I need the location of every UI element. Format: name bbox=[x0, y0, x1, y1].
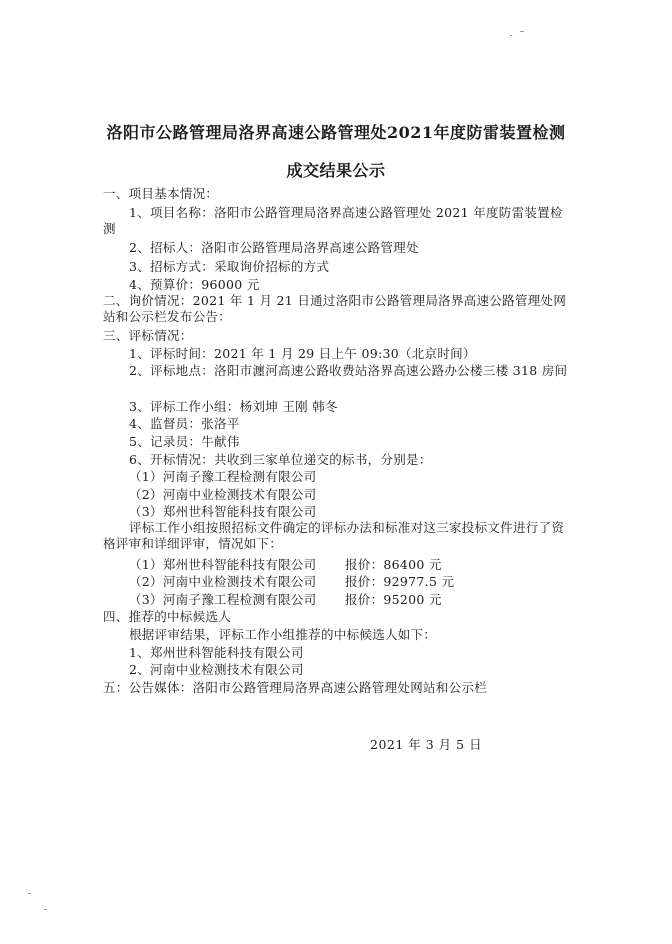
bid-method: 3、招标方式：采取询价招标的方式 bbox=[129, 259, 330, 274]
quote-company: （2）河南中业检测技术有限公司 bbox=[129, 574, 317, 589]
candidate-item: 2、河南中业检测技术有限公司 bbox=[129, 662, 304, 677]
tenderer: 2、招标人：洛阳市公路管理局洛界高速公路管理处 bbox=[129, 240, 419, 255]
evaluation-panel: 3、评标工作小组：杨刘坤 王刚 韩冬 bbox=[129, 399, 338, 414]
quote-price: 报价：95200 元 bbox=[345, 592, 442, 607]
scan-speck bbox=[44, 909, 47, 910]
quote-price: 报价：92977.5 元 bbox=[345, 574, 455, 589]
quote-company: （1）郑州世科智能科技有限公司 bbox=[129, 557, 317, 572]
bidder-item: （2）河南中业检测技术有限公司 bbox=[129, 487, 317, 502]
section-heading-basic-info: 一、项目基本情况： bbox=[103, 186, 219, 201]
quote-row bbox=[129, 574, 454, 590]
quote-company: （3）河南子豫工程检测有限公司 bbox=[129, 592, 317, 607]
recorder: 5、记录员：牛献伟 bbox=[129, 434, 240, 449]
quote-row bbox=[129, 557, 442, 573]
bid-opening: 6、开标情况：共收到三家单位递交的标书，分别是： bbox=[129, 452, 432, 467]
scan-speck bbox=[520, 31, 524, 32]
scan-speck bbox=[28, 893, 31, 894]
document-title: 洛阳市公路管理局洛界高速公路管理处2021年度防雷装置检测 bbox=[106, 123, 566, 142]
review-description: 评标工作小组按照招标文件确定的评标办法和标准对这三家投标文件进行了资格评审和详细评审，情况如下： bbox=[103, 520, 565, 551]
inquiry-info: 二、询价情况：2021 年 1 月 21 日通过洛阳市公路管理局洛界高速公路管理处网站和公示栏发布公告： bbox=[103, 293, 567, 324]
evaluation-time: 1、评标时间：2021 年 1 月 29 日上午 09:30（北京时间） bbox=[129, 346, 476, 361]
bidder-item: （1）河南子豫工程检测有限公司 bbox=[129, 469, 317, 484]
section-heading-candidates: 四、推荐的中标候选人 bbox=[103, 609, 232, 624]
bidder-item: （3）郑州世科智能科技有限公司 bbox=[129, 504, 317, 519]
quote-price: 报价：86400 元 bbox=[345, 557, 442, 572]
document-subtitle: 成交结果公示 bbox=[286, 161, 386, 180]
evaluation-location: 2、评标地点：洛阳市瀍河高速公路收费站洛界高速公路办公楼三楼 318 房间 bbox=[129, 363, 568, 378]
document-date: 2021 年 3 月 5 日 bbox=[370, 737, 483, 752]
candidate-item: 1、郑州世科智能科技有限公司 bbox=[129, 645, 304, 660]
candidates-intro: 根据评审结果，评标工作小组推荐的中标候选人如下： bbox=[129, 627, 437, 642]
scan-speck bbox=[510, 35, 512, 36]
supervisor: 4、监督员：张洛平 bbox=[129, 416, 240, 431]
announcement-media: 五：公告媒体：洛阳市公路管理局洛界高速公路管理处网站和公示栏 bbox=[103, 680, 488, 695]
project-name: 1、项目名称：洛阳市公路管理局洛界高速公路管理处 2021 年度防雷装置检测 bbox=[103, 205, 563, 236]
quote-row bbox=[129, 592, 442, 608]
budget-price: 4、预算价：96000 元 bbox=[129, 277, 260, 292]
section-heading-evaluation: 三、评标情况： bbox=[103, 328, 193, 343]
